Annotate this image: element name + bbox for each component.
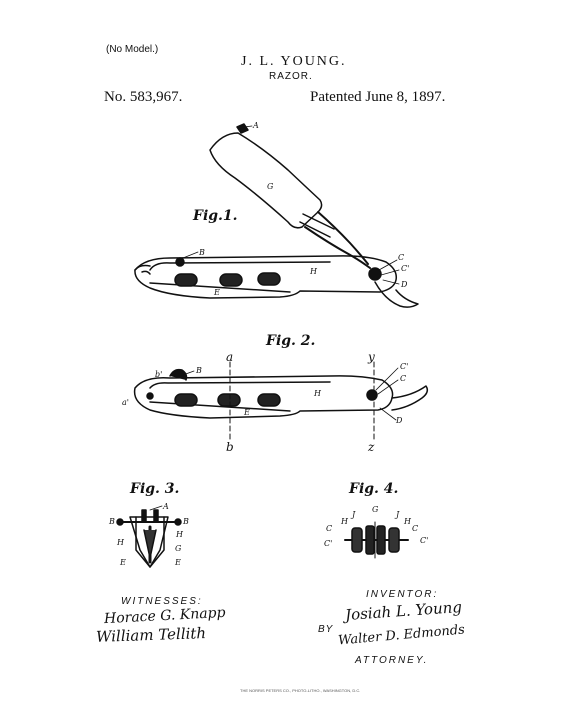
fig4-ref-h-right: H <box>404 517 411 526</box>
fig3-ref-e-left: E <box>120 558 126 567</box>
fig3-ref-h-left: H <box>117 538 124 547</box>
fig2-ref-d: D <box>396 416 403 425</box>
witness-signature-1: Horace G. Knapp <box>103 604 226 628</box>
fig2-ref-h: H <box>314 389 321 398</box>
fig3-ref-e-right: E <box>175 558 181 567</box>
fig1-drawing <box>135 124 418 307</box>
fig2-ref-y: y <box>368 350 375 364</box>
fig3-ref-h-right: H <box>176 530 183 539</box>
attorney-label: ATTORNEY. <box>355 655 429 666</box>
fig4-ref-j-left: J <box>352 510 356 519</box>
fig2-ref-b: b <box>226 440 234 454</box>
fig1-ref-h: H <box>310 267 317 276</box>
by-label: BY <box>318 624 334 635</box>
fig2-label: Fig. 2. <box>266 333 316 349</box>
fig4-ref-g: G <box>372 505 379 514</box>
fig2-ref-a1: a' <box>122 398 129 407</box>
fig4-ref-c1-right: C' <box>420 536 429 545</box>
fig2-ref-b-upper: B <box>196 366 202 375</box>
fig3-ref-b-left: B <box>109 517 115 526</box>
fig3-ref-a: A <box>163 502 169 511</box>
fig4-ref-j-right: J <box>396 510 400 519</box>
fig2-ref-c: C <box>400 374 407 383</box>
inventor-label: INVENTOR: <box>366 589 439 600</box>
fig1-ref-d: D <box>401 280 408 289</box>
fig1-ref-g: G <box>267 182 274 191</box>
fig1-ref-a: A <box>253 121 259 130</box>
patent-date: Patented June 8, 1897. <box>310 89 446 105</box>
fig2-ref-z: z <box>368 440 375 454</box>
fig2-ref-a: a <box>226 350 234 364</box>
fig1-ref-c1: C' <box>401 264 410 273</box>
inventor-signature: Josiah L. Young <box>344 597 463 625</box>
printer-imprint: THE NORRIS PETERS CO., PHOTO-LITHO., WASHINGTON, D.C. <box>240 688 361 693</box>
witness-signature-2: William Tellith <box>95 624 207 646</box>
fig4-ref-c1-left: C' <box>324 539 333 548</box>
fig4-ref-h-left: H <box>341 517 348 526</box>
fig2-ref-b1: b' <box>155 370 163 379</box>
witnesses-label: WITNESSES: <box>121 596 203 607</box>
fig2-drawing <box>135 362 428 440</box>
inventor-name: J. L. YOUNG. <box>241 54 347 69</box>
fig4-ref-c-left: C <box>326 524 333 533</box>
fig4-label: Fig. 4. <box>349 481 399 497</box>
fig2-ref-c1: C' <box>400 362 409 371</box>
patent-subject: RAZOR. <box>269 71 313 82</box>
fig4-drawing <box>345 522 408 558</box>
patent-number: No. 583,967. <box>104 89 183 105</box>
fig1-ref-b: B <box>199 248 205 257</box>
fig2-ref-e: E <box>244 408 250 417</box>
fig1-label: Fig.1. <box>193 208 238 224</box>
fig3-ref-b-right: B <box>183 517 189 526</box>
fig3-ref-g: G <box>175 544 182 553</box>
fig1-ref-c: C <box>398 253 405 262</box>
fig1-ref-e: E <box>214 288 220 297</box>
attorney-signature: Walter D. Edmonds <box>337 622 466 649</box>
fig3-drawing <box>117 510 181 567</box>
fig4-ref-c-right: C <box>412 524 419 533</box>
no-model-note: (No Model.) <box>106 44 159 55</box>
fig3-label: Fig. 3. <box>130 481 180 497</box>
